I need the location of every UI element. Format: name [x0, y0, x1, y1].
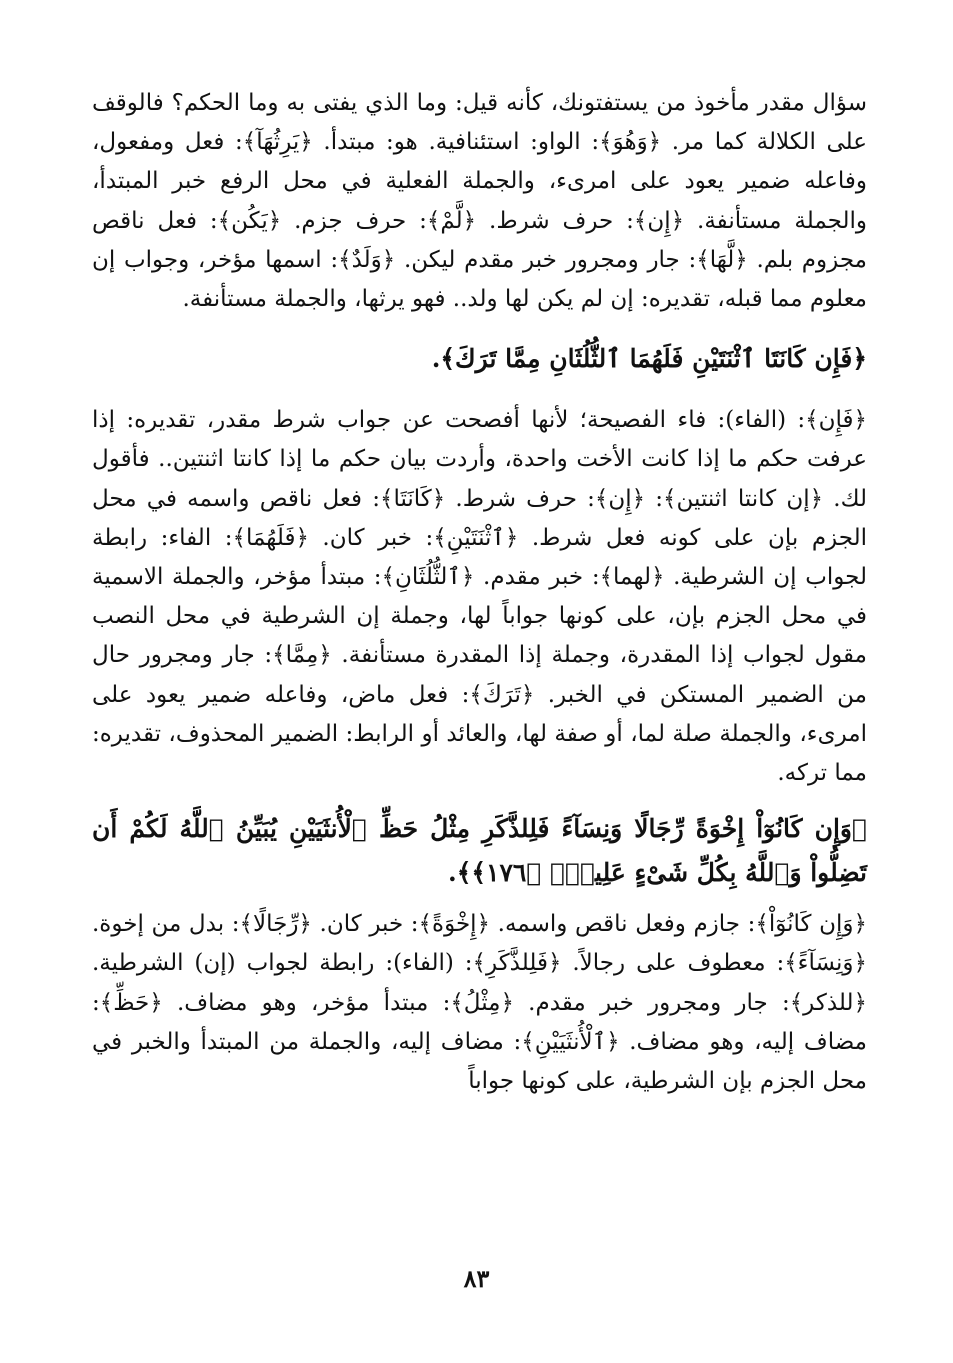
- page-number: ٨٣: [463, 1264, 490, 1293]
- commentary-paragraph: سؤال مقدر مأخوذ من يستفتونك، كأنه قيل: وما الذي يفتى به وما الحكم؟ فالوقف على الكلالة كما مر. ﴿وَهُوَ﴾: الواو: استئنافية. هو: مبتدأ. ﴿يَرِثُهَآ﴾: فعل ومفعول، وفاعله ضمير يعود على امرىء، والجملة الفعلية في محل الرفع خبر المبتدأ، والجملة مستأنفة. ﴿إِن﴾: حرف شرط. ﴿لَّمْ﴾: حرف جزم. ﴿يَكُن﴾: فعل ناقص مجزوم بلم. ﴿لَّهَا﴾: جار ومجرور خبر مقدم ليكن. ﴿وَلَدٌ﴾: اسمها مؤخر، وجواب إن معلوم مما قبله، تقديره: إن لم يكن لها ولد.. فهو يرثها، والجملة مستأنفة.: [92, 90, 867, 313]
- quran-verse: ﴿وَإِن كَانُوٓاْ إِخْوَةً رِّجَالًا وَنِسَآءً فَلِلذَّكَرِ مِثْلُ حَظِّ ٱلْأُنثَيَيْنِ يُبَيِّنُ ٱللَّهُ لَكُمْ أَن تَضِلُّواْ وَٱللَّهُ بِكُلِّ شَىْءٍ عَلِيمٌۢ ﴿١٧٦﴾﴾.: [92, 814, 867, 888]
- commentary-paragraph: ﴿فَإِن﴾: (الفاء): فاء الفصيحة؛ لأنها أفصحت عن جواب شرط مقدر، تقديره: إذا عرفت حكم ما إذا كانت الأخت واحدة، وأردت بيان حكم ما إذا كانتا اثنتين.. فأقول لك. ﴿إن كانتا اثنتين﴾: ﴿إِن﴾: حرف شرط. ﴿كَانَتَا﴾: فعل ناقص واسمه في محل الجزم بإن على كونه فعل شرط. ﴿ٱثْنَتَيْنِ﴾: خبر كان. ﴿فَلَهُمَا﴾: الفاء: رابطة لجواب إن الشرطية. ﴿لهما﴾: خبر مقدم. ﴿ٱلثُّلُثَانِ﴾: مبتدأ مؤخر، والجملة الاسمية في محل الجزم بإن، على كونها جواباً لها، وجملة إن الشرطية في محل النصب مقول لجواب إذا المقدرة، وجملة إذا المقدرة مستأنفة. ﴿مِمَّا﴾: جار ومجرور حال من الضمير المستكن في الخبر. ﴿تَرَكَ﴾: فعل ماض، وفاعله ضمير يعود على امرىء، والجملة صلة لما، أو صفة لها، والعائد أو الرابط: الضمير المحذوف، تقديره: مما تركه.: [92, 407, 867, 787]
- quran-verse: ﴿فَإِن كَانَتَا ٱثْنَتَيْنِ فَلَهُمَا ٱلثُّلُثَانِ مِمَّا تَرَكَ﴾.: [431, 344, 867, 374]
- commentary-paragraph: ﴿وَإِن كَانُوٓاْ﴾: جازم وفعل ناقص واسمه. ﴿إِخْوَةً﴾: خبر كان. ﴿رِّجَالًا﴾: بدل من إخوة. ﴿وَنِسَآءً﴾: معطوف على رجالاً. ﴿فَلِلذَّكَرِ﴾: (الفاء): رابطة لجواب (إن) الشرطية. ﴿للذكر﴾: جار ومجرور خبر مقدم. ﴿مِثْلُ﴾: مبتدأ مؤخر، وهو مضاف. ﴿حَظِّ﴾: مضاف إليه، وهو مضاف. ﴿ٱلْأُنثَيَيْنِ﴾: مضاف إليه، والجملة من المبتدأ والخبر في محل الجزم بإن الشرطية، على كونها جواباً: [92, 911, 867, 1095]
